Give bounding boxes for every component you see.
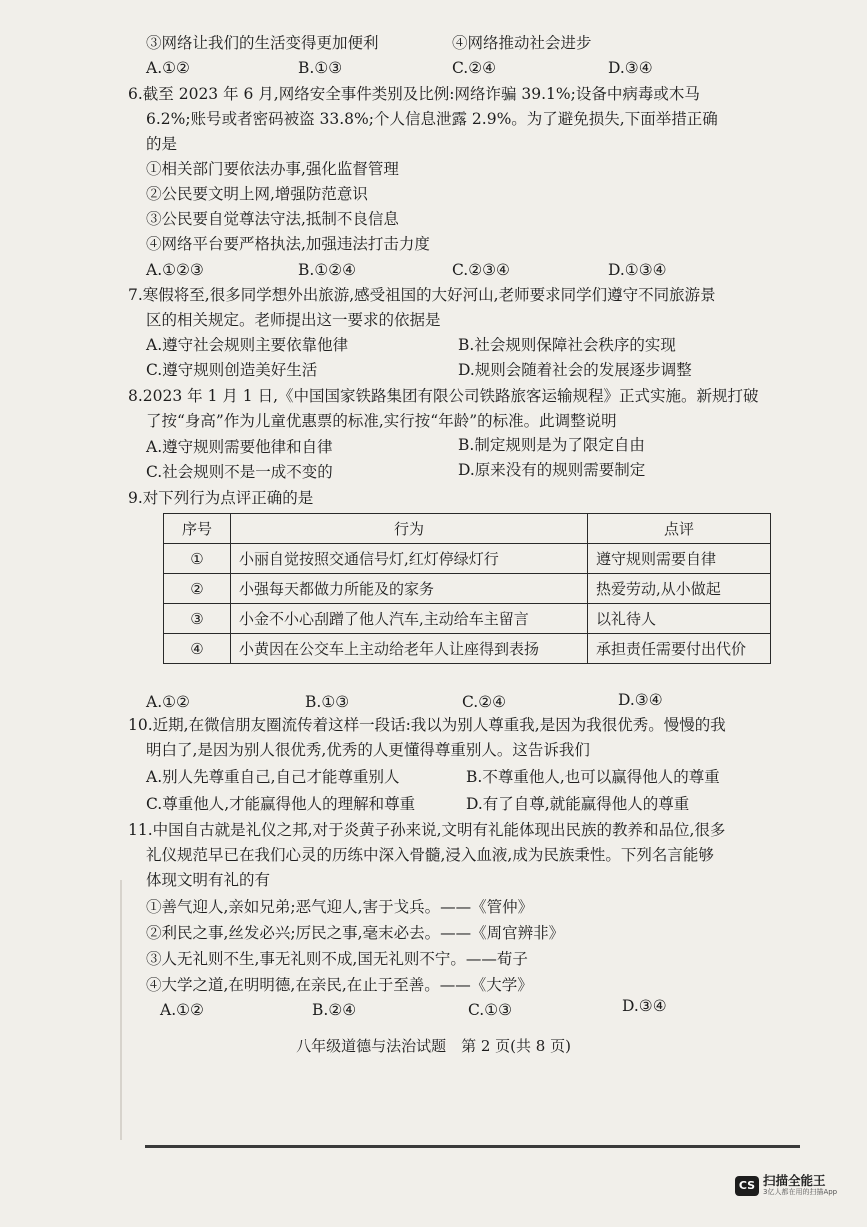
q10-choice-a: A.别人先尊重自己,自己才能尊重别人 <box>146 768 400 786</box>
row-comment: 以礼待人 <box>588 604 771 634</box>
scan-shadow-line <box>120 880 122 1140</box>
table-row <box>164 544 771 574</box>
row-behavior: 小金不小心刮蹭了他人汽车,主动给车主留言 <box>231 604 588 634</box>
q7-choice-b: B.社会规则保障社会秩序的实现 <box>458 336 676 354</box>
q10-choice-c: C.尊重他人,才能赢得他人的理解和尊重 <box>146 795 416 813</box>
choice-c: C.②④ <box>452 59 497 77</box>
q7-choice-d: D.规则会随着社会的发展逐步调整 <box>458 361 692 379</box>
q11-choice-d: D.③④ <box>622 997 667 1015</box>
q11-item-1: ①善气迎人,亲如兄弟;恶气迎人,害于戈兵。——《管仲》 <box>146 898 534 916</box>
header-comment: 点评 <box>588 514 771 544</box>
q10-stem-line-2: 明白了,是因为别人很优秀,优秀的人更懂得尊重别人。这告诉我们 <box>146 741 590 759</box>
q11-choice-c: C.①③ <box>468 1001 513 1019</box>
q6-stem-line-3: 的是 <box>146 135 178 153</box>
q8-choice-a: A.遵守规则需要他律和自律 <box>146 438 333 456</box>
row-behavior: 小强每天都做力所能及的家务 <box>231 574 588 604</box>
header-behavior: 行为 <box>231 514 588 544</box>
header-index: 序号 <box>164 514 231 544</box>
page-bottom-edge <box>145 1145 800 1148</box>
q9-choice-b: B.①③ <box>305 693 350 711</box>
q9-choice-a: A.①② <box>146 693 190 711</box>
q6-item-4: ④网络平台要严格执法,加强违法打击力度 <box>146 235 430 253</box>
row-behavior: 小黄因在公交车上主动给老年人让座得到表扬 <box>231 634 588 664</box>
q11-stem-line-1: 11.中国自古就是礼仪之邦,对于炎黄子孙来说,文明有礼能体现出民族的教养和品位,很多 <box>128 821 726 839</box>
q8-choice-d: D.原来没有的规则需要制定 <box>458 461 646 479</box>
q10-choice-d: D.有了自尊,就能赢得他人的尊重 <box>466 795 690 813</box>
row-index: ② <box>164 574 231 604</box>
q8-choice-c: C.社会规则不是一成不变的 <box>146 463 333 481</box>
table-header-row <box>164 514 771 544</box>
q6-choice-b: B.①②④ <box>298 261 357 279</box>
q8-stem-line-1: 8.2023 年 1 月 1 日,《中国国家铁路集团有限公司铁路旅客运输规程》正式实施。新规打破 <box>128 387 759 405</box>
table-row <box>164 574 771 604</box>
q6-item-2: ②公民要文明上网,增强防范意识 <box>146 185 368 203</box>
scanner-watermark <box>735 1174 837 1197</box>
q7-choice-a: A.遵守社会规则主要依靠他律 <box>146 336 349 354</box>
q6-choice-c: C.②③④ <box>452 261 510 279</box>
q6-choice-d: D.①③④ <box>608 261 667 279</box>
cs-logo-icon: CS <box>735 1176 759 1196</box>
q10-stem-line-1: 10.近期,在微信朋友圈流传着这样一段话:我以为别人尊重我,是因为我很优秀。慢慢的我 <box>128 716 726 734</box>
row-index: ③ <box>164 604 231 634</box>
q9-stem: 9.对下列行为点评正确的是 <box>128 489 314 507</box>
page-footer: 八年级道德与法治试题 第 2 页(共 8 页) <box>296 1037 571 1055</box>
q11-stem-line-2: 礼仪规范早已在我们心灵的历练中深入骨髓,浸入血液,成为民族秉性。下列名言能够 <box>146 846 714 864</box>
q7-choice-c: C.遵守规则创造美好生活 <box>146 361 318 379</box>
choice-d: D.③④ <box>608 59 653 77</box>
q6-choice-a: A.①②③ <box>146 261 204 279</box>
q11-choice-a: A.①② <box>160 1001 204 1019</box>
row-comment: 承担责任需要付出代价 <box>588 634 771 664</box>
choice-a: A.①② <box>146 59 190 77</box>
option-item-3: ③网络让我们的生活变得更加便利 <box>146 34 379 52</box>
table-row <box>164 604 771 634</box>
q6-stem-line-2: 6.2%;账号或者密码被盗 33.8%;个人信息泄露 2.9%。为了避免损失,下面举措正确 <box>146 110 718 128</box>
q10-choice-b: B.不尊重他人,也可以赢得他人的尊重 <box>466 768 720 786</box>
row-behavior: 小丽自觉按照交通信号灯,红灯停绿灯行 <box>231 544 588 574</box>
q11-item-4: ④大学之道,在明明德,在亲民,在止于至善。——《大学》 <box>146 976 533 994</box>
option-item-4: ④网络推动社会进步 <box>452 34 592 52</box>
table-row <box>164 634 771 664</box>
scanner-tagline: 3亿人都在用的扫描App <box>763 1188 838 1196</box>
q8-choice-b: B.制定规则是为了限定自由 <box>458 436 645 454</box>
row-index: ① <box>164 544 231 574</box>
q7-stem-line-2: 区的相关规定。老师提出这一要求的依据是 <box>146 311 441 329</box>
choice-b: B.①③ <box>298 59 343 77</box>
q6-stem-line-1: 6.截至 2023 年 6 月,网络安全事件类别及比例:网络诈骗 39.1%;设备中病毒或木马 <box>128 85 700 103</box>
q9-choice-c: C.②④ <box>462 693 507 711</box>
q11-choice-b: B.②④ <box>312 1001 357 1019</box>
row-comment: 热爱劳动,从小做起 <box>588 574 771 604</box>
q6-item-3: ③公民要自觉尊法守法,抵制不良信息 <box>146 210 399 228</box>
row-comment: 遵守规则需要自律 <box>588 544 771 574</box>
scanner-name: 扫描全能王 <box>763 1173 826 1188</box>
row-index: ④ <box>164 634 231 664</box>
q11-stem-line-3: 体现文明有礼的有 <box>146 871 271 889</box>
behavior-table <box>163 513 771 664</box>
q8-stem-line-2: 了按“身高”作为儿童优惠票的标准,实行按“年龄”的标准。此调整说明 <box>146 412 617 430</box>
q11-item-2: ②利民之事,丝发必兴;厉民之事,毫末必去。——《周官辨非》 <box>146 924 565 942</box>
q7-stem-line-1: 7.寒假将至,很多同学想外出旅游,感受祖国的大好河山,老师要求同学们遵守不同旅游景 <box>128 286 716 304</box>
q11-item-3: ③人无礼则不生,事无礼则不成,国无礼则不宁。——荀子 <box>146 950 528 968</box>
q6-item-1: ①相关部门要依法办事,强化监督管理 <box>146 160 399 178</box>
q9-choice-d: D.③④ <box>618 691 663 709</box>
